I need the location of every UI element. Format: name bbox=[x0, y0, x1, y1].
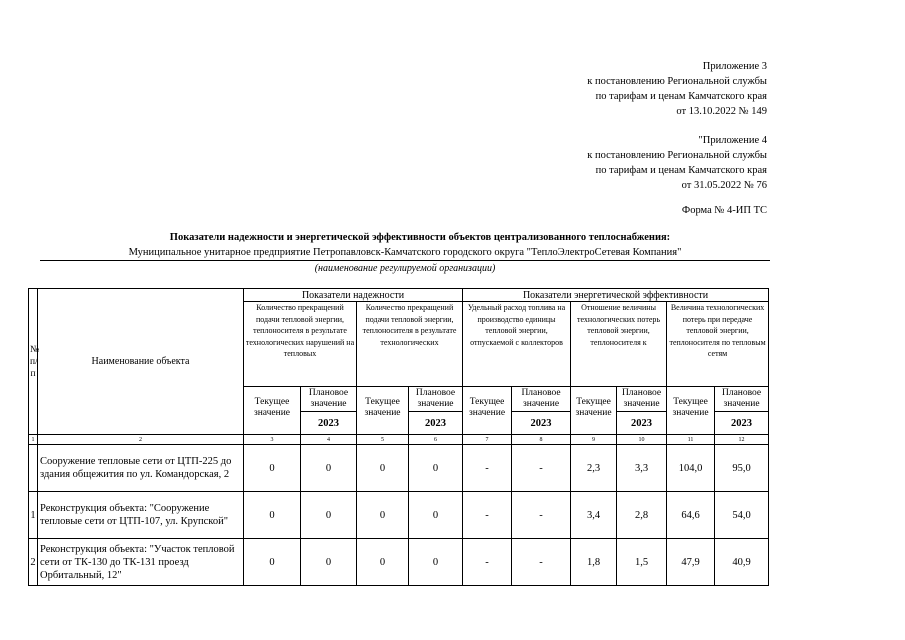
col-no-header: № п/ п bbox=[29, 289, 38, 435]
table-cell: - bbox=[463, 492, 512, 539]
planned-year: 2023 bbox=[715, 412, 769, 435]
object-name: Реконструкция объекта: "Сооружение тепловые сети от ЦТП-107, ул. Крупской" bbox=[38, 492, 244, 539]
column-number: 11 bbox=[667, 435, 715, 445]
indicator-header-4-text: Отношение величины технологических потерь тепловой энергии, теплоносителя к bbox=[576, 303, 661, 347]
indicator-header-2-text: Количество прекращений подачи тепловой энергии, теплоносителя в результате технологических bbox=[362, 303, 457, 347]
table-cell: 3,3 bbox=[617, 445, 667, 492]
planned-value-header: Плановое значение bbox=[301, 387, 357, 412]
planned-value-header: Плановое значение bbox=[617, 387, 667, 412]
table-cell: - bbox=[512, 445, 571, 492]
column-number: 8 bbox=[512, 435, 571, 445]
table-cell: 2,8 bbox=[617, 492, 667, 539]
table-cell: 2,3 bbox=[571, 445, 617, 492]
current-value-header: Текущее значение bbox=[463, 387, 512, 435]
table-cell: 0 bbox=[357, 492, 409, 539]
planned-year: 2023 bbox=[617, 412, 667, 435]
group-efficiency-header: Показатели энергетической эффективности bbox=[463, 289, 769, 302]
column-number: 12 bbox=[715, 435, 769, 445]
appendix-4-block bbox=[587, 133, 767, 193]
current-value-header: Текущее значение bbox=[667, 387, 715, 435]
indicator-header-1-text: Количество прекращений подачи тепловой энергии, теплоносителя в результате технологических нарушений на тепловых bbox=[245, 303, 355, 358]
table-cell: 0 bbox=[244, 539, 301, 586]
current-value-header: Текущее значение bbox=[244, 387, 301, 435]
table-cell: 95,0 bbox=[715, 445, 769, 492]
table-cell: - bbox=[512, 492, 571, 539]
table-cell: 0 bbox=[409, 539, 463, 586]
table-cell: 3,4 bbox=[571, 492, 617, 539]
indicator-header-4 bbox=[571, 302, 667, 387]
column-number: 6 bbox=[409, 435, 463, 445]
current-value-header: Текущее значение bbox=[357, 387, 409, 435]
form-label: Форма № 4-ИП ТС bbox=[681, 205, 767, 216]
appendix-3-block bbox=[587, 59, 767, 119]
row-index bbox=[29, 445, 38, 492]
table-cell: 0 bbox=[357, 539, 409, 586]
indicator-header-2 bbox=[357, 302, 463, 387]
appendix-4-line-3: по тарифам и ценам Камчатского края bbox=[595, 165, 767, 176]
table-row bbox=[29, 539, 769, 586]
table-cell: 47,9 bbox=[667, 539, 715, 586]
appendix-3-line-1: Приложение 3 bbox=[702, 61, 767, 72]
table-cell: 0 bbox=[357, 445, 409, 492]
row-index: 1 bbox=[29, 492, 38, 539]
group-header-row bbox=[29, 289, 769, 302]
column-number: 3 bbox=[244, 435, 301, 445]
group-reliability-header: Показатели надежности bbox=[244, 289, 463, 302]
row-index: 2 bbox=[29, 539, 38, 586]
table-cell: - bbox=[463, 539, 512, 586]
table-row bbox=[29, 445, 769, 492]
document-title: Показатели надежности и энергетической эффективности объектов централизованного теплоснабжения: bbox=[169, 232, 671, 243]
appendix-3-line-4: от 13.10.2022 № 149 bbox=[676, 106, 767, 117]
indicator-header-5-text: Величина технологических потерь при передаче тепловой энергии, теплоносителя по тепловым сетям bbox=[669, 303, 766, 358]
table-cell: 0 bbox=[409, 445, 463, 492]
table-cell: 64,6 bbox=[667, 492, 715, 539]
table-cell: 104,0 bbox=[667, 445, 715, 492]
table-cell: 0 bbox=[301, 539, 357, 586]
indicator-header-3 bbox=[463, 302, 571, 387]
table-cell: 0 bbox=[244, 445, 301, 492]
table-cell: 54,0 bbox=[715, 492, 769, 539]
table-cell: 0 bbox=[301, 445, 357, 492]
appendix-3-line-3: по тарифам и ценам Камчатского края bbox=[595, 91, 767, 102]
table-cell: 1,5 bbox=[617, 539, 667, 586]
appendix-4-line-4: от 31.05.2022 № 76 bbox=[681, 180, 767, 191]
planned-value-header: Плановое значение bbox=[409, 387, 463, 412]
column-number: 4 bbox=[301, 435, 357, 445]
table-cell: - bbox=[463, 445, 512, 492]
column-number: 10 bbox=[617, 435, 667, 445]
column-number: 5 bbox=[357, 435, 409, 445]
organization-name: Муниципальное унитарное предприятие Петропавловск-Камчатского городского округа "ТеплоЭлектроСетевая Компания" bbox=[40, 246, 770, 261]
planned-year: 2023 bbox=[512, 412, 571, 435]
column-number-row bbox=[29, 435, 769, 445]
table-cell: 0 bbox=[244, 492, 301, 539]
column-number: 9 bbox=[571, 435, 617, 445]
planned-year: 2023 bbox=[301, 412, 357, 435]
appendix-4-line-2: к постановлению Региональной службы bbox=[587, 150, 767, 161]
planned-value-header: Плановое значение bbox=[512, 387, 571, 412]
planned-value-header: Плановое значение bbox=[715, 387, 769, 412]
object-name: Реконструкция объекта: "Участок тепловой сети от ТК-130 до ТК-131 проезд Орбитальный, 12" bbox=[38, 539, 244, 586]
table-cell: - bbox=[512, 539, 571, 586]
appendix-4-line-1: "Приложение 4 bbox=[698, 135, 767, 146]
object-name: Сооружение тепловые сети от ЦТП-225 до здания общежития по ул. Командорская, 2 bbox=[38, 445, 244, 492]
table-cell: 40,9 bbox=[715, 539, 769, 586]
planned-year: 2023 bbox=[409, 412, 463, 435]
current-value-header: Текущее значение bbox=[571, 387, 617, 435]
indicator-header-5 bbox=[667, 302, 769, 387]
indicator-header-3-text: Удельный расход топлива на производство единицы тепловой энергии, отпускаемой с коллекторов bbox=[467, 303, 566, 347]
column-number: 2 bbox=[38, 435, 244, 445]
column-number: 1 bbox=[29, 435, 38, 445]
appendix-3-line-2: к постановлению Региональной службы bbox=[587, 76, 767, 87]
table-cell: 0 bbox=[409, 492, 463, 539]
table-row bbox=[29, 492, 769, 539]
indicator-header-1 bbox=[244, 302, 357, 387]
column-number: 7 bbox=[463, 435, 512, 445]
col-name-header: Наименование объекта bbox=[38, 289, 244, 435]
table-cell: 1,8 bbox=[571, 539, 617, 586]
table-cell: 0 bbox=[301, 492, 357, 539]
organization-hint: (наименование регулируемой организации) bbox=[314, 263, 496, 274]
indicators-table bbox=[28, 288, 769, 586]
